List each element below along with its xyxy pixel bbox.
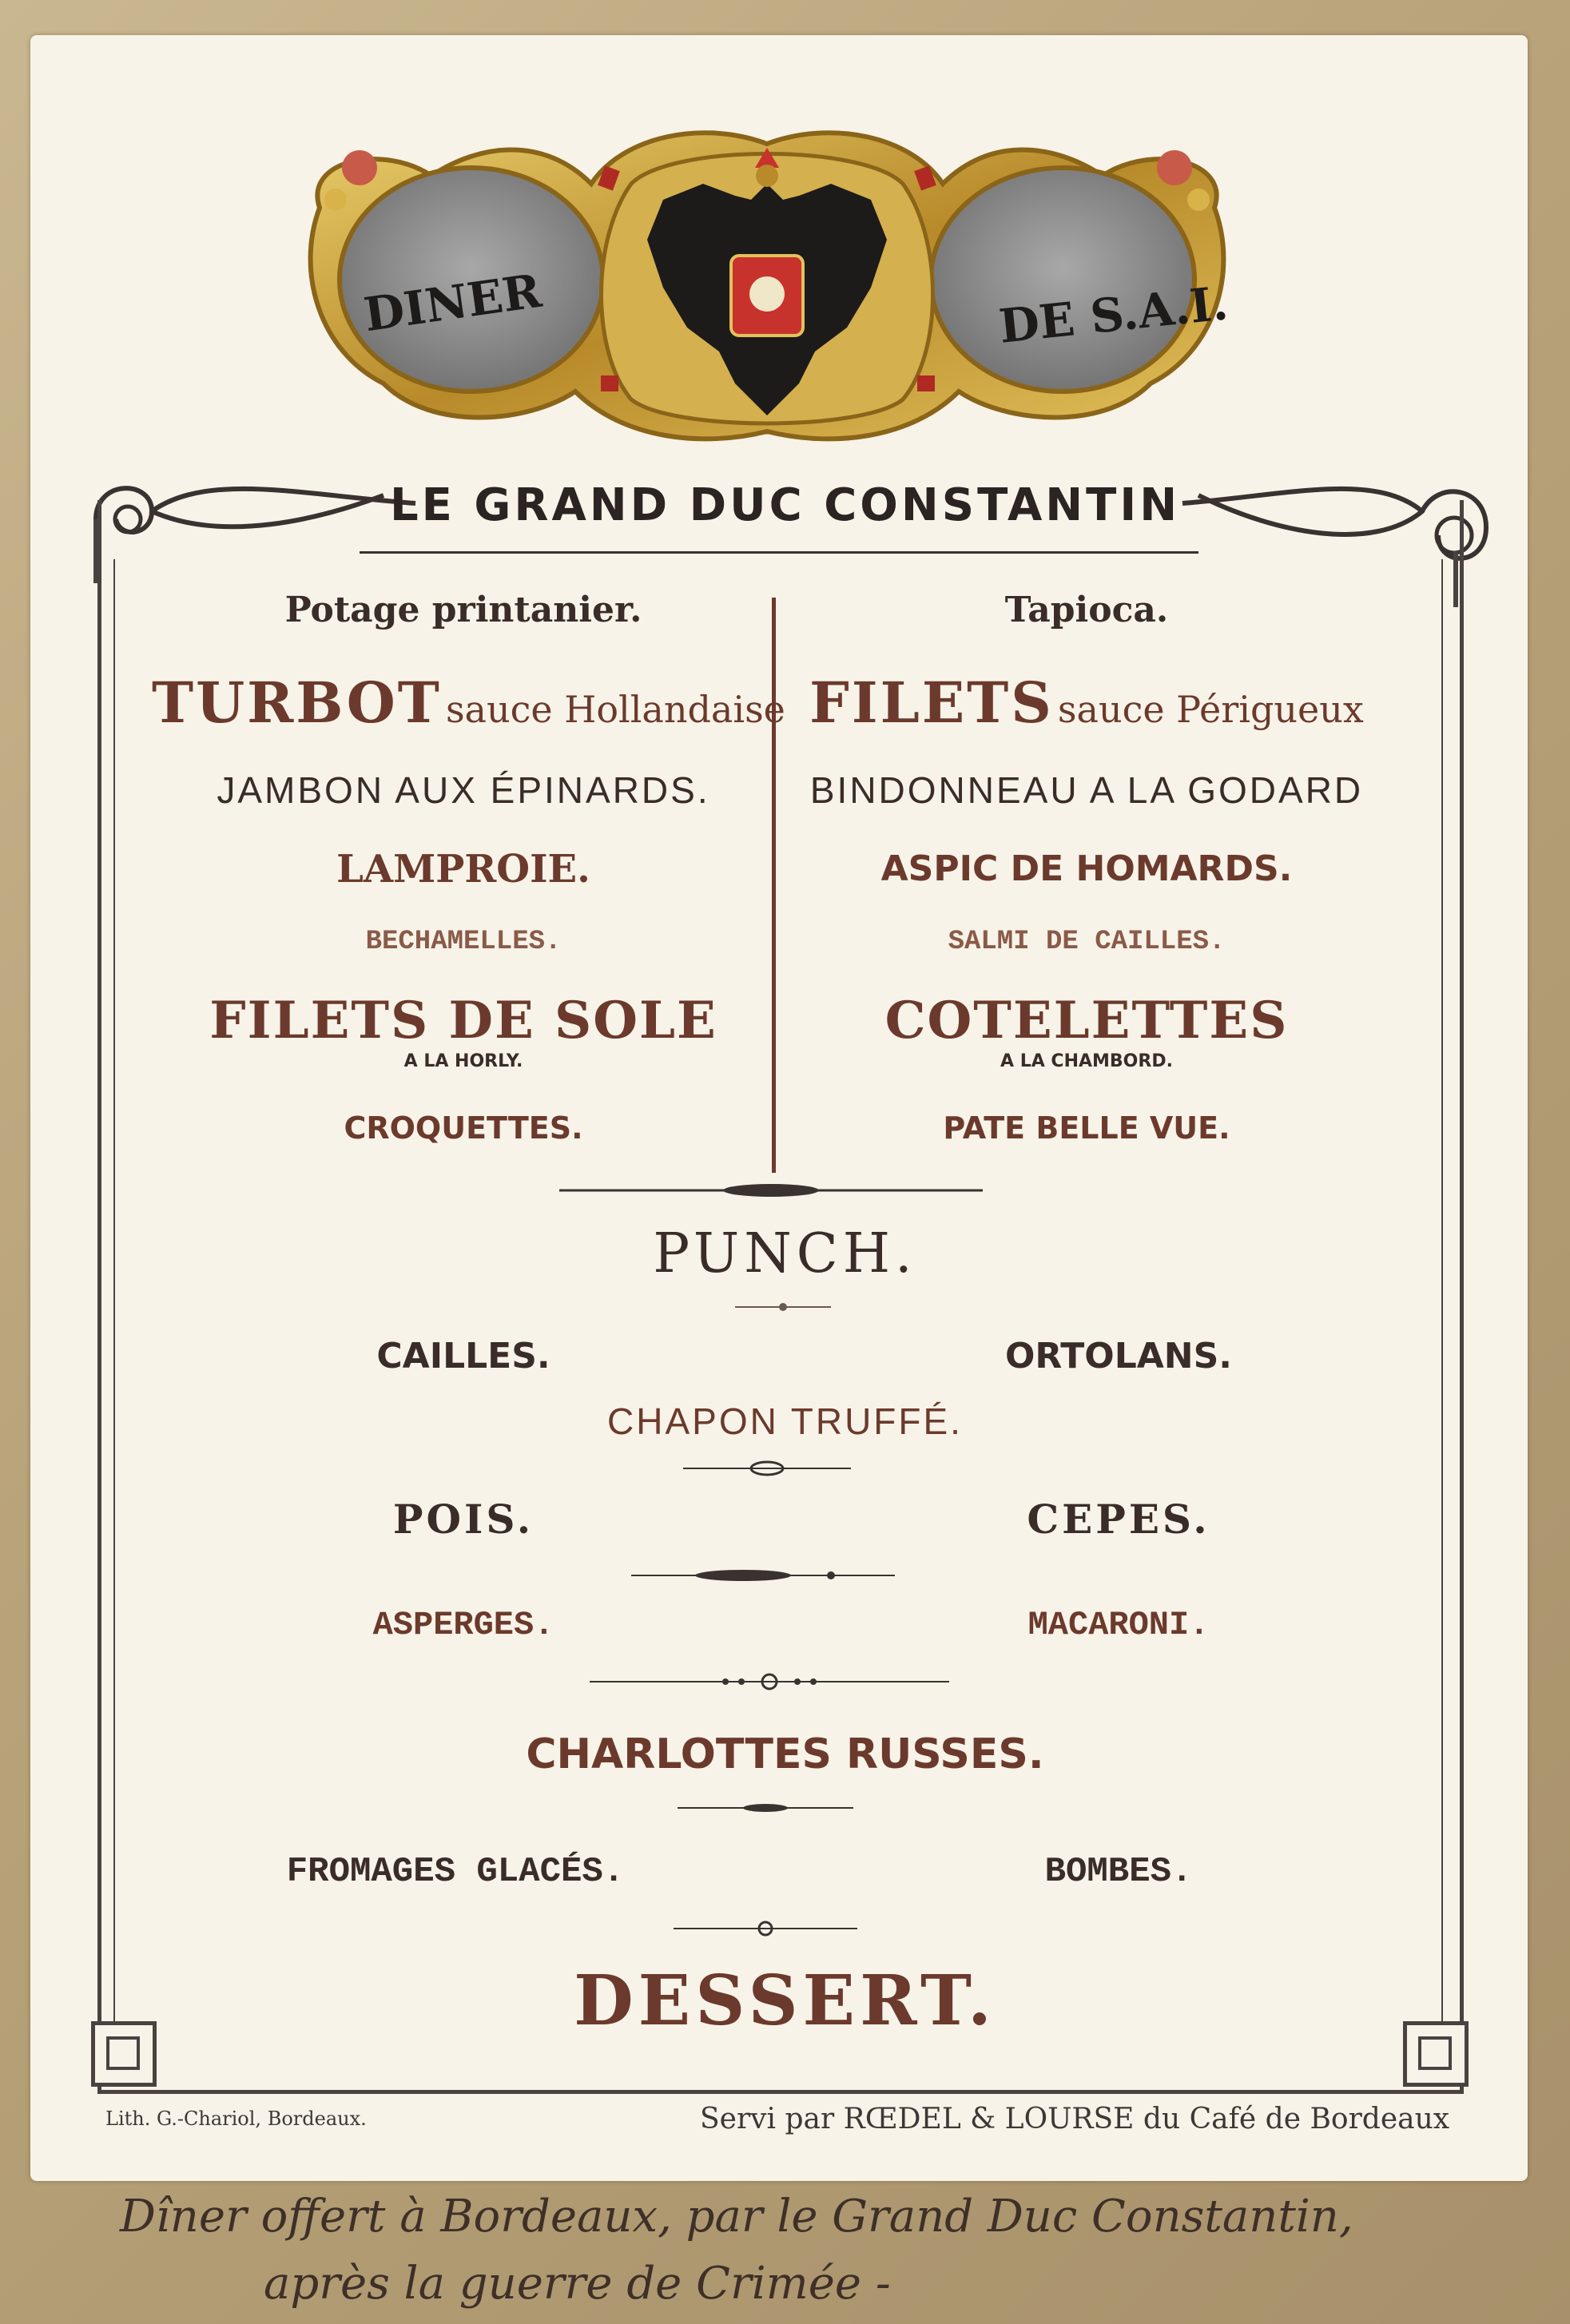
menu-item-filets-sole-sub: A LA HORLY. [403,1051,523,1071]
menu-item-salmi: SALMI DE CAILLES. [948,927,1226,957]
menu-item-bindonneau: BINDONNEAU A LA GODARD [809,769,1364,811]
divider-ornament-1 [559,1181,983,1200]
menu-item-macaroni: MACARONI. [1027,1606,1210,1644]
divider-ornament-5 [590,1673,949,1690]
menu-item-cailles: CAILLES. [376,1336,550,1377]
menu-item-filets-sole: FILETS DE SOLE [209,991,717,1051]
handwritten-note-line-1: Dîner offert à Bordeaux, par le Grand Duc Constantin, [120,2191,1353,2243]
banner-text-right: DE S.A.I. [996,276,1231,354]
menu-item-fromages: FROMAGES GLACÉS. [286,1852,625,1892]
printer-credit: Lith. G.-Chariol, Bordeaux. [105,2107,367,2130]
menu-item-pate: PATE BELLE VUE. [943,1110,1230,1146]
menu-item-turbot [152,669,785,736]
menu-item-cepes: CEPES. [1027,1496,1210,1543]
menu-item-charlottes: CHARLOTTES RUSSES. [526,1730,1044,1778]
menu-item-asperges: ASPERGES. [372,1606,554,1644]
menu-item-aspic: ASPIC DE HOMARDS. [880,848,1293,889]
title-underline [360,551,1198,554]
menu-item-bombes: BOMBES. [1044,1852,1193,1892]
divider-ornament-6 [678,1802,853,1814]
menu-item-filets-perigueux-main: FILETS [809,669,1054,736]
menu-item-jambon: JAMBON AUX ÉPINARDS. [217,769,710,811]
menu-item-ortolans: ORTOLANS. [1004,1336,1233,1377]
divider-ornament-7 [674,1921,857,1937]
menu-item-turbot-sauce: sauce Hollandaise [445,688,785,731]
menu-item-chapon: CHAPON TRUFFÉ. [607,1400,963,1442]
menu-item-cotelettes-sub: A LA CHAMBORD. [1000,1051,1173,1071]
menu-item-croquettes: CROQUETTES. [344,1110,583,1146]
menu-item-punch: PUNCH. [653,1222,917,1285]
menu-item-cotelettes: COTELETTES [884,991,1289,1051]
divider-ornament-3 [683,1460,851,1476]
menu-item-turbot-main: TURBOT [152,669,442,736]
menu-title: LE GRAND DUC CONSTANTIN [389,479,1181,531]
menu-item-pois: POIS. [392,1496,535,1543]
menu-item-potage-right: Tapioca. [1004,590,1169,630]
menu-item-filets-perigueux-sauce: sauce Périgueux [1057,688,1364,731]
menu-item-bechamelles: BECHAMELLES. [365,927,562,957]
menu-item-dessert: DESSERT. [574,1961,996,2041]
served-by-credit: Servi par RŒDEL & LOURSE du Café de Bordeaux [700,2103,1450,2135]
banner-text-left: DINER [360,263,545,343]
divider-ornament-4 [631,1567,895,1583]
menu-item-lamproie: LAMPROIE. [336,847,590,892]
handwritten-note-line-2: après la guerre de Crimée - [264,2258,891,2310]
menu-item-filets-perigueux [775,669,1398,736]
divider-ornament-2 [735,1301,831,1313]
menu-item-potage-left: Potage printanier. [284,590,642,630]
